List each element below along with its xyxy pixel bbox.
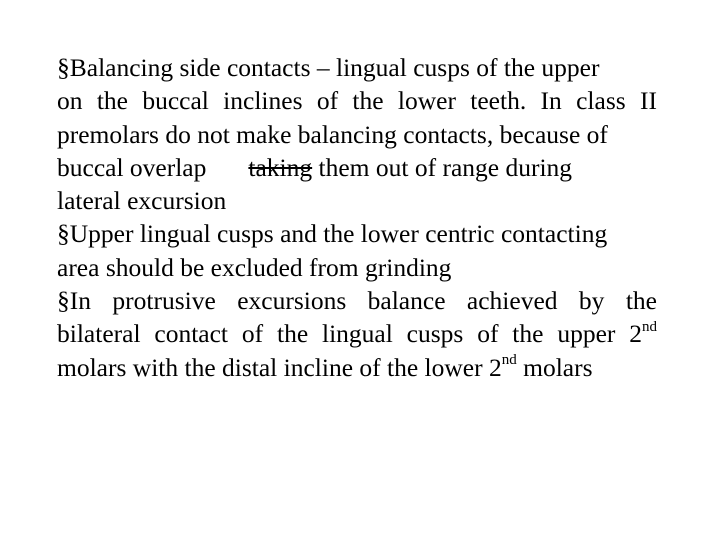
slide-body-text <box>57 51 657 384</box>
bullet-1-line-3: premolars do not make balancing contacts, because of <box>57 119 608 149</box>
bullet-3-line-3: molars with the distal incline of the lower 2nd molars <box>57 352 593 382</box>
bullet-marker-icon: § <box>57 219 70 249</box>
bullet-3-line-2: bilateral contact of the lingual cusps of the upper 2nd <box>57 318 657 349</box>
bullet-1-line-4 <box>57 151 657 184</box>
bullet-1-line-2: on the buccal inclines of the lower teeth. In class II <box>57 86 657 116</box>
bullet-1-line-1: §Balancing side contacts – lingual cusps of the upper <box>57 53 600 82</box>
bullet-2-line-1: §Upper lingual cusps and the lower centric contacting <box>57 219 608 249</box>
bullet-marker-icon: § <box>57 53 70 82</box>
bullet-3-line-1: §In protrusive excursions balance achieved by the <box>57 286 657 316</box>
bullet-2-line-2: area should be excluded from grinding <box>57 252 452 282</box>
struck-word: taking <box>248 152 313 182</box>
superscript-nd: nd <box>501 352 517 369</box>
bullet-2 <box>57 217 657 284</box>
bullet-1 <box>57 51 657 217</box>
superscript-nd: nd <box>642 318 657 335</box>
bullet-1-line-5: lateral excursion <box>57 186 227 216</box>
bullet-1-line-4-part-2: them out of range during <box>318 152 573 182</box>
bullet-3 <box>57 284 657 384</box>
bullet-marker-icon: § <box>57 286 70 316</box>
bullet-1-line-4-part-1: buccal overlap <box>57 152 207 182</box>
